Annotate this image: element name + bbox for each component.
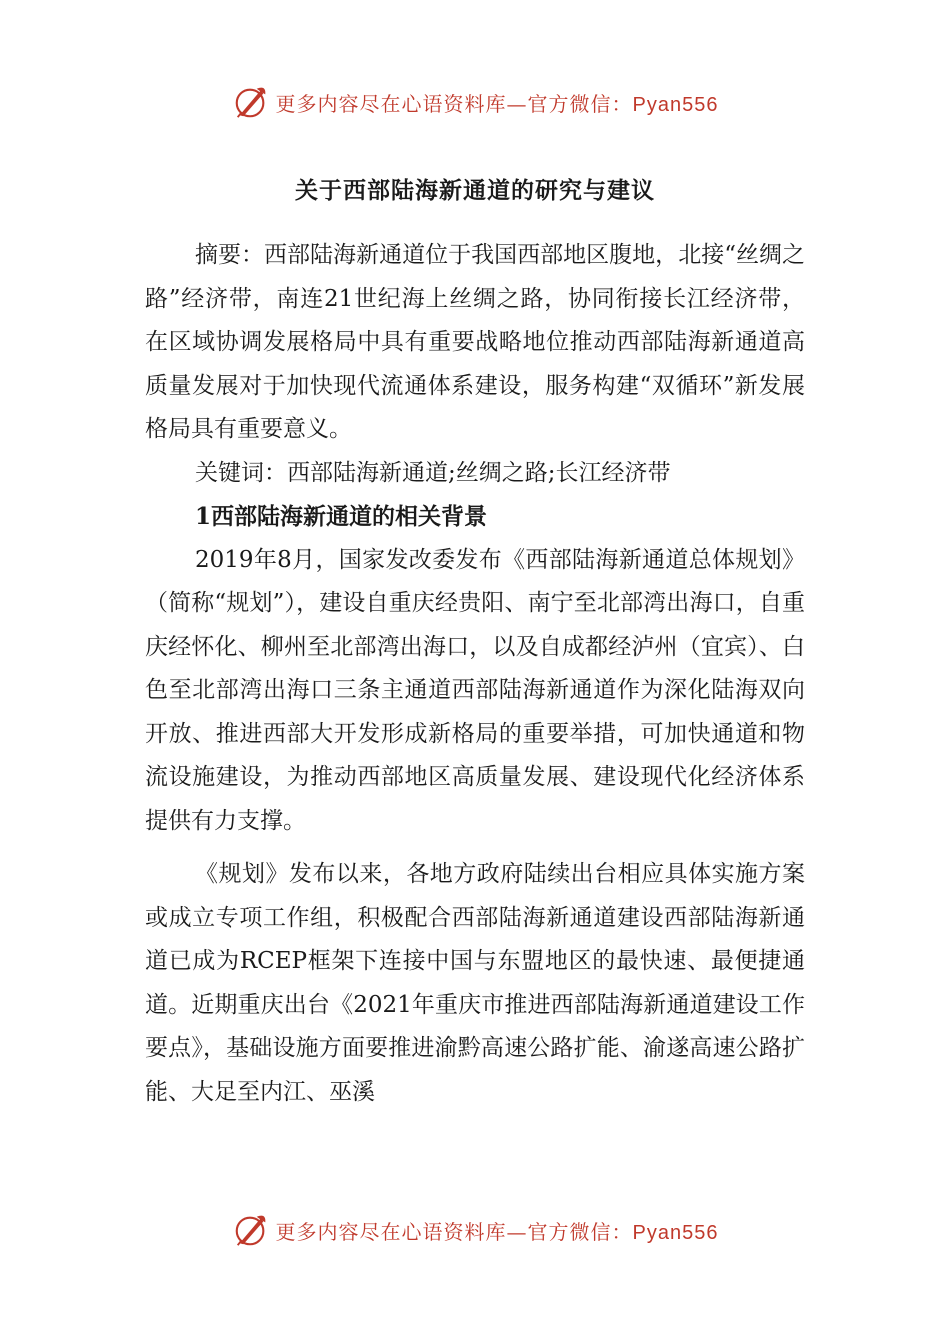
body-paragraph: 2019年8月，国家发改委发布《西部陆海新通道总体规划》（简称“规划”），建设自重庆经贵阳、南宁至北部湾出海口，自重庆经怀化、柳州至北部湾出海口，以及自成都经泸州（宜宾）、白色至北部湾出海口三条主通道西部陆海新通道作为深化陆海双向开放、推进西部大开发形成新格局的重要举措，可加快通道和物流设施建设，为推动西部地区高质量发展、建设现代化经济体系提供有力支撑。 (145, 546, 805, 834)
watermark-text: 更多内容尽在心语资料库—官方微信：Pyan556 (275, 1219, 719, 1244)
body-paragraph: 《规划》发布以来，各地方政府陆续出台相应具体实施方案或成立专项工作组，积极配合西部陆海新通道建设西部陆海新通道已成为RCEP框架下连接中国与东盟地区的最快速、最便捷通道。近期重庆出台《2021年重庆市推进西部陆海新通道建设工作要点》，基础设施方面要推进渝黔高速公路扩能、渝遂高速公路扩能、大足至内江、巫溪 (145, 861, 805, 1105)
quill-pen-logo-icon (232, 1211, 270, 1249)
section-heading: 1西部陆海新通道的相关背景 (195, 503, 488, 530)
document-body (145, 234, 805, 1114)
document-title: 关于西部陆海新通道的研究与建议 (295, 177, 655, 204)
watermark-text: 更多内容尽在心语资料库—官方微信：Pyan556 (275, 91, 719, 116)
header-watermark (0, 82, 950, 122)
keywords-line: 关键词：西部陆海新通道;丝绸之路;长江经济带 (195, 459, 671, 486)
abstract-paragraph: 摘要：西部陆海新通道位于我国西部地区腹地，北接“丝绸之路”经济带，南连21世纪海上丝绸之路，协同衔接长江经济带，在区域协调发展格局中具有重要战略地位推动西部陆海新通道高质量发展对于加快现代流通体系建设，服务构建“双循环”新发展格局具有重要意义。 (145, 242, 805, 442)
footer-watermark (0, 1210, 950, 1250)
quill-pen-logo-icon (232, 83, 270, 121)
